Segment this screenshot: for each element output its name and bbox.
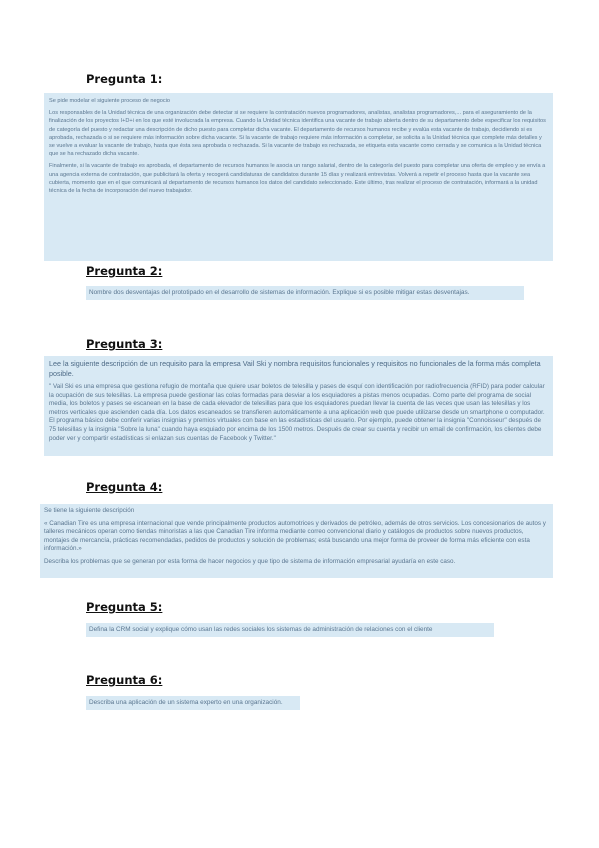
question-6-text: Describa una aplicación de un sistema experto en una organización. bbox=[89, 699, 283, 706]
question-1-paragraph: Los responsables de la Unidad técnica de una organización debe detectar si se requiere la contratación nuevos programadores, analistas, analistas programadores,... para el aseguramiento de la finalización de los proyectos I+D+i en los que esté involucrada la empresa. Cuando la Unidad técnica identifica una vacante de trabajo abierta dentro de su departamento debe especificar los requisitos de categoría del puesto y redactar una descripción de dicho puesto para completar dicha vacante. El departamento de recursos humanos recibe y evalúa esta vacante de trabajo, decidiendo si es aprobada, rechazada o si se requiere más información sobre dicha vacante. Si la vacante de trabajo requiere más información a completar, se solicita a la Unidad técnica que complete más detalles y se vuelve a evaluar la vacante de trabajo, hasta que ésta sea aprobada o rechazada. Si la vacante de trabajo es rechazada, se etiqueta esta vacante como cerrada y se comunica a la Unidad técnica que se ha rechazado dicha vacante. bbox=[49, 110, 546, 158]
question-3-lead: Lee la siguiente descripción de un requisito para la empresa Vail Ski y nombra requisitos funcionales y requisitos no funcionales de la forma más completa posible. bbox=[49, 359, 541, 378]
question-4-quote: « Canadian Tire es una empresa internacional que vende principalmente productos automotrices y derivados de petróleo, además de otros servicios. Los concesionarios de autos y talleres mecánicos operan como tiendas minoristas a las que Canadian Tire informa mediante correo convencional diario y catálogos de productos sobre nuevos productos, montajes de mercancía, prácticas recomendadas, pedidos de productos y solución de problemas; está buscando una mejor forma de proveer de forma más eficiente con esta información.» bbox=[44, 519, 546, 553]
question-1-intro: Se pide modelar el siguiente proceso de negocio bbox=[49, 98, 170, 104]
question-2-text: Nombre dos desventajas del prototipado en el desarrollo de sistemas de información. Explique si es posible mitigar estas desventajas. bbox=[89, 289, 470, 296]
question-4-heading: Pregunta 4: bbox=[86, 480, 163, 494]
question-4-prompt: Describa los problemas que se generan por esta forma de hacer negocios y que tipo de sistema de información empresarial ayudaría en este caso. bbox=[44, 557, 456, 565]
question-4-intro: Se tiene la siguiente descripción bbox=[44, 507, 135, 514]
question-1-box bbox=[44, 93, 553, 261]
question-2-heading: Pregunta 2: bbox=[86, 264, 163, 278]
question-5-text: Defina la CRM social y explique cómo usan las redes sociales los sistemas de administración de relaciones con el cliente bbox=[89, 626, 433, 633]
question-6-box bbox=[86, 696, 300, 710]
question-6-heading: Pregunta 6: bbox=[86, 673, 163, 687]
question-1-paragraph: Finalmente, si la vacante de trabajo es aprobada, el departamento de recursos humanos le asocia un rango salarial, dentro de la categoría del puesto para completar una oferta de empleo y se envía a una agencia externa de contratación, que publicitará la oferta y recogerá candidaturas de candidatos durante 15 días y realizará entrevistas. Volverá a repetir el proceso hasta que la vacante sea cubierta, momento que en el que comunicará al departamento de recursos humanos los datos del candidato seleccionado. Este último, tras realizar el proceso de contratación, informará a la unidad técnica de la fecha de incorporación del nuevo trabajador. bbox=[49, 163, 546, 195]
question-3-heading: Pregunta 3: bbox=[86, 337, 163, 351]
question-2-box bbox=[86, 286, 524, 300]
question-4-box bbox=[40, 504, 553, 578]
question-5-box bbox=[86, 623, 494, 637]
question-1-heading: Pregunta 1: bbox=[86, 72, 163, 86]
question-3-box bbox=[44, 356, 553, 456]
question-3-quote: " Vail Ski es una empresa que gestiona refugio de montaña que quiere usar boletos de telesilla y pases de esquí con identificación por radiofrecuencia (RFID) para poder calcular la ocupación de sus telesillas. La empresa puede gestionar las colas formadas para desviar a los esquiadores a pistas menos ocupadas. Como parte del programa de social media, los boletos y pases se escanean en la base de cada elevador de telesillas para que los esquiadores puedan llevar la cuenta de las veces que usan las telesillas y los metros verticales que ascienden cada día. Los datos escaneados se transfieren automáticamente a una aplicación web que puede utilizarse desde un smartphone o computador. El programa básico debe conferir varias insignias y premios virtuales con base en las estadísticas del usuario. Por ejemplo, puede obtener la insignia "Connoisseur" después de 75 telesillas y la insignia "Sobre la luna" cuando haya esquiado por encima de los 1500 metros. Después de crear su cuenta y recibir un email de confirmación, los clientes debe poder ver y compartir estadísticas si enlazan sus cuentas de Facebook y Twitter." bbox=[49, 383, 545, 442]
question-5-heading: Pregunta 5: bbox=[86, 600, 163, 614]
